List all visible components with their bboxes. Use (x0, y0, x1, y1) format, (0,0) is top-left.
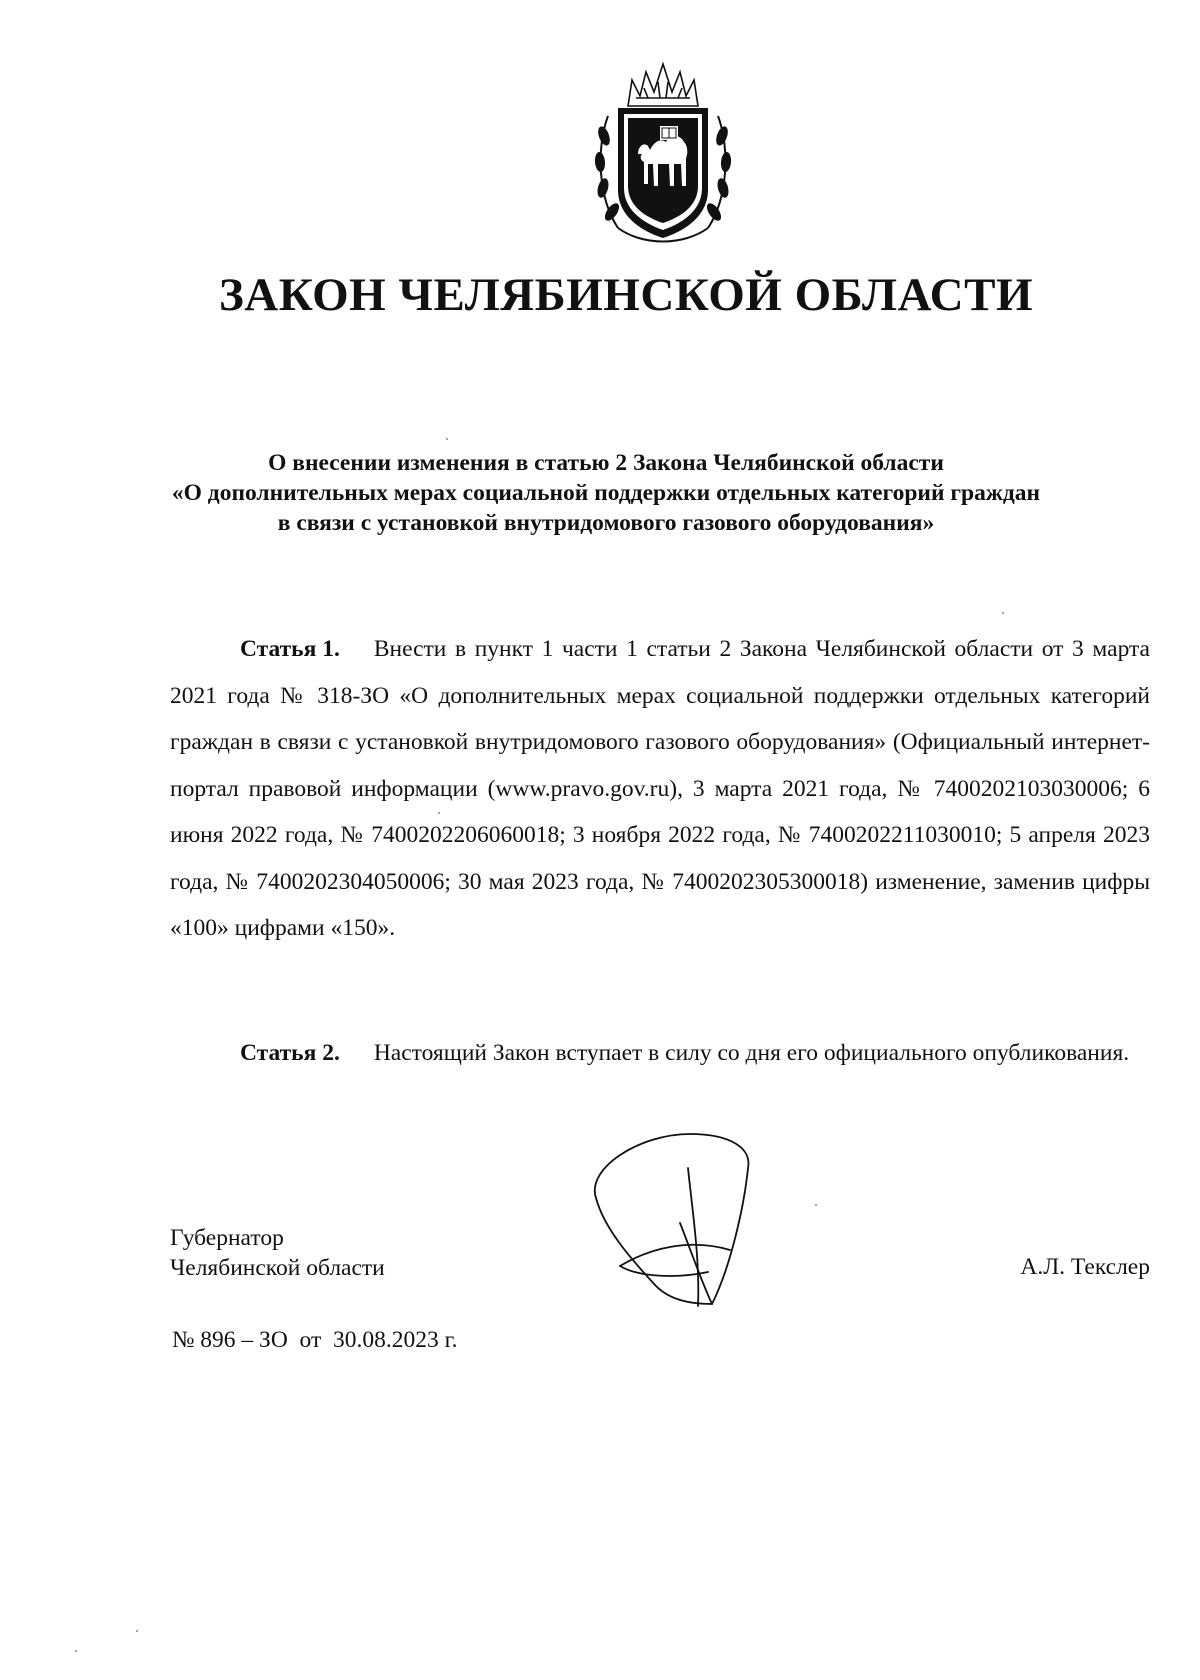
scan-speck (438, 812, 440, 814)
article-1 (170, 626, 1150, 952)
law-subject (150, 448, 1062, 538)
handwritten-signature (580, 1128, 770, 1313)
subject-line: «О дополнительных мерах социальной поддержки отдельных категорий граждан (171, 480, 1041, 506)
scan-speck (446, 438, 448, 440)
article-text: Внести в пункт 1 части 1 статьи 2 Закона Челябинской области от 3 марта 2021 года № 318-ЗО «О дополнительных мерах социальной поддержки отдельных категорий граждан в связи с установкой внутридомового газового оборудования» (Официальный интернет-портал правовой информации (www.pravo.gov.ru), 3 марта 2021 года, № 7400202103030006; 6 июня 2022 года, № 7400202206060018; 3 ноября 2022 года, № 7400202211030010; 5 апреля 2023 года, № 7400202304050006; 30 мая 2023 года, № 7400202305300018) изменение, заменив цифры «100» цифрами «150». (170, 636, 1150, 941)
article-text: Настоящий Закон вступает в силу со дня его официального опубликования. (373, 1040, 1130, 1066)
law-title: ЗАКОН ЧЕЛЯБИНСКОЙ ОБЛАСТИ (218, 269, 1034, 321)
position-line: Челябинской области (170, 1255, 385, 1281)
subject-line: в связи с установкой внутридомового газового оборудования» (277, 510, 935, 536)
scan-speck (1002, 612, 1004, 614)
coat-of-arms-icon (588, 58, 738, 248)
scan-speck (815, 1204, 817, 1206)
scan-speck (136, 1630, 138, 1632)
signatory-name: А.Л. Текслер (1020, 1254, 1150, 1280)
article-label: Статья 2. (240, 1040, 340, 1066)
position-line: Губернатор (170, 1225, 284, 1251)
scan-speck (75, 1650, 77, 1652)
article-2 (170, 1030, 1150, 1077)
signatory-position (170, 1223, 385, 1283)
subject-line: О внесении изменения в статью 2 Закона Челябинской области (268, 450, 944, 476)
article-label: Статья 1. (240, 636, 340, 662)
registration-number: № 896 – ЗО от 30.08.2023 г. (172, 1327, 458, 1353)
